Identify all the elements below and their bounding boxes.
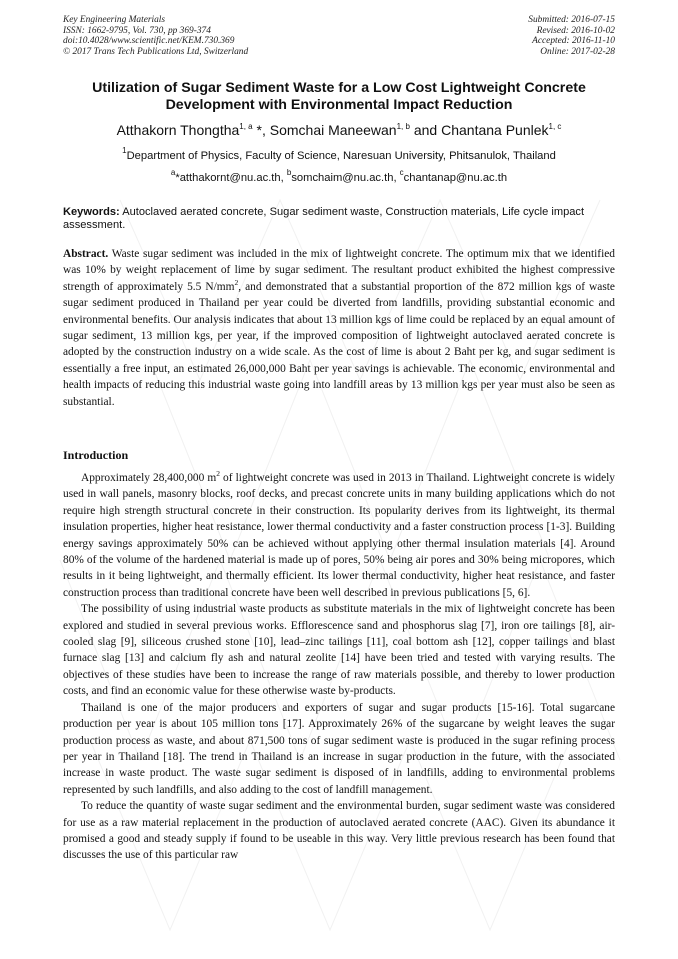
email-link[interactable]: somchaim@nu.ac.th (291, 172, 394, 184)
abstract-superscript: 2 (234, 277, 239, 287)
submitted-date: Submitted: 2016-07-15 (528, 15, 615, 25)
keywords-text: Autoclaved aerated concrete, Sugar sediment waste, Construction materials, Life cycle impact assessment. (63, 206, 585, 232)
author-marks: 1, a (239, 122, 253, 131)
abstract-label: Abstract. (63, 248, 109, 260)
author-list (30, 121, 648, 139)
email-separator: , (280, 172, 287, 184)
email-link[interactable]: chantanap@nu.ac.th (403, 172, 508, 184)
email-mark: b (286, 168, 292, 177)
keywords-label: Keywords: (63, 206, 120, 218)
introduction-body (63, 470, 615, 864)
email-list (30, 168, 648, 185)
doi-line: doi:10.4028/www.scientific.net/KEM.730.369 (63, 36, 235, 47)
journal-info (63, 15, 248, 57)
abstract-text: Waste sugar sediment was included in the mix of lightweight concrete. The optimum mix that we identified was 10% by weight replacement of lime by sugar sediment. The resultant product exhibited the highest compressive strength of approximately 5.5 N/mm (63, 248, 615, 293)
publication-dates (528, 15, 615, 57)
affiliation-text: Department of Physics, Faculty of Science, Naresuan University, Phitsanulok, Thailand (126, 150, 556, 162)
author-marks: 1, b (396, 122, 410, 131)
author-separator: *, (252, 122, 270, 138)
intro-paragraph-2: The possibility of using industrial waste products as substitute materials in the mix of lightweight concrete has been explored and studied in several previous works. Efflorescence sand and phosphorus slag [7], iron ore tailings [8], air-cooled slag [9], siliceous crushed stone [10], lead–zinc tailings [11], coal bottom ash [12], copper tailings and blast furnace slag [13] and calcium fly ash and natural zeolite [14] have been tried and tested with varying results. The objectives of these studies have been to increase the range of raw materials possible, and thereby to lower production costs, and find an economic value for these otherwise waste by-products. (63, 603, 615, 698)
intro-p1-text: Approximately 28,400,000 m (81, 472, 217, 484)
author-name: Chantana Punlek (441, 122, 549, 138)
affiliation-mark: 1 (122, 146, 127, 155)
issn-line: ISSN: 1662-9795, Vol. 730, pp 369-374 (63, 25, 211, 36)
intro-p1-text-continued: of lightweight concrete was used in 2013 in Thailand. Lightweight concrete is widely used in wall panels, masonry blocks, roof decks, and precast concrete units in many building applications which do not require high strength structural concrete in their construction. Its popularity derives from its lightweight, its thermal insulation properties, higher heat resistance, lower thermal conductivity and a faster construction process [1-3]. Building energy savings approximately 50% can be achieved without applying other thermal insulation materials [4]. Around 80% of the volume of the hardened material is made up of pores, 50% being air pores and 30% being micropores, which results in it being lightweight, and thermally efficient. Its lower thermal conductivity, higher heat resistance, and faster construction process than traditional concrete have been well described in previous publications [5, 6]. (63, 472, 615, 599)
online-date: Online: 2017-02-28 (540, 46, 615, 57)
intro-paragraph-3: Thailand is one of the major producers and exporters of sugar and sugar products [15-16]. Total sugarcane production per year is about 105 million tons [17]. Approximately 26% of the sugarcane by weight leaves the sugar production process as waste, and about 871,500 tons of sugar sediment waste is produced in the sugar refining process per year in Thailand [18]. The trend in Thailand is an increase in sugar production in the future, with the associated increase in waste product. The waste sugar sediment is disposed of in landfills, adding to environmental problems represented by such landfills, and also adding to the cost of landfill management. (63, 701, 615, 796)
intro-paragraph-4: To reduce the quantity of waste sugar sediment and the environmental burden, sugar sediment waste was considered for use as a raw material replacement in the production of autoclaved aerated concrete (AAC). Given its abundance it promised a good and steady supply if found to be useable in this way. Very little previous research has been found that discusses the use of this particular raw (63, 800, 615, 862)
email-mark: a (170, 168, 176, 177)
keywords (63, 206, 615, 233)
author-name: Atthakorn Thongtha (116, 122, 240, 138)
section-heading-introduction: Introduction (63, 448, 129, 462)
accepted-date: Accepted: 2016-11-10 (532, 36, 615, 47)
abstract (63, 246, 615, 410)
author-separator: and (409, 122, 442, 138)
intro-paragraph-1 (63, 470, 615, 601)
email-mark: c (399, 168, 404, 177)
author-name: Somchai Maneewan (269, 122, 397, 138)
affiliation (30, 146, 648, 163)
author-marks: 1, c (548, 122, 562, 131)
paper-title: Utilization of Sugar Sediment Waste for a Low Cost Lightweight Concrete Development with Environmental Impact Reduction (92, 80, 586, 113)
revised-date: Revised: 2016-10-02 (536, 25, 615, 36)
email-link[interactable]: *atthakornt@nu.ac.th (175, 172, 281, 184)
journal-name: Key Engineering Materials (63, 15, 166, 25)
email-separator: , (393, 172, 400, 184)
abstract-text-continued: , and demonstrated that a substantial proportion of the 872 million kgs of waste sugar sediment produced in Thailand per year could be diverted from landfills, providing substantial economic and environmental benefits. Our analysis indicates that about 13 million kgs of lime could be replaced by an equal amount of sugar sediment, 13 million kgs, per year, if the improved composition of lightweight autoclaved aerated concrete is adopted by the construction industry on a wide scale. As the cost of lime is about 2 Baht per kg, and sugar sediment is essentially a free input, an estimated 26,000,000 Baht per year savings is achievable. The economic, environmental and health impacts of reducing this industrial waste going into landfill areas by 13 million kgs per year must also be seen as substantial. (63, 280, 615, 408)
copyright-line: © 2017 Trans Tech Publications Ltd, Switzerland (63, 46, 249, 57)
intro-p1-superscript: 2 (216, 469, 220, 478)
